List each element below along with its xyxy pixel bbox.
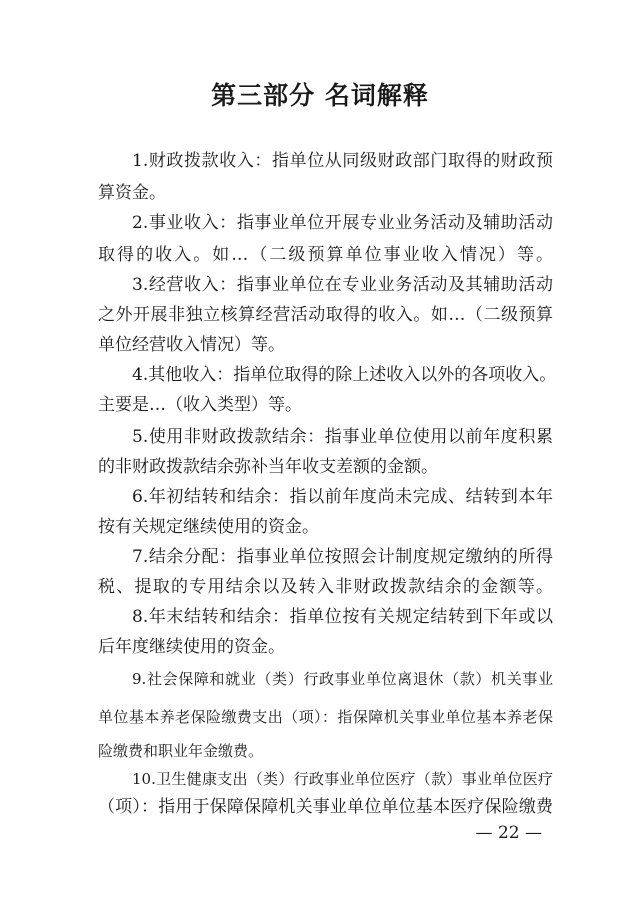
text-line: 7.结余分配：指事业单位按照会计制度规定缴纳的所得 bbox=[132, 547, 553, 567]
text-line: 4.其他收入：指单位取得的除上述收入以外的各项收入。 bbox=[132, 365, 557, 385]
text-line: 5.使用非财政拨款结余：指事业单位使用以前年度积累 bbox=[132, 427, 553, 447]
text-line: 8.年末结转和结余：指单位按有关规定结转到下年或以 bbox=[132, 607, 553, 627]
text-line: （项）：指用于保障保障机关事业单位单位基本医疗保险缴费 bbox=[98, 797, 553, 817]
page-number: — 22 — bbox=[475, 823, 542, 843]
text-line: 2.事业收入：指事业单位开展专业业务活动及辅助活动 bbox=[132, 213, 553, 233]
text-line: 的非财政拨款结余弥补当年收支差额的金额。 bbox=[98, 457, 438, 477]
page-title: 第三部分 名词解释 bbox=[211, 81, 429, 110]
text-line: 6.年初结转和结余：指以前年度尚未完成、结转到本年 bbox=[132, 487, 553, 507]
text-line: 后年度继续使用的资金。 bbox=[98, 637, 285, 657]
text-line: 险缴费和职业年金缴费。 bbox=[98, 742, 264, 760]
text-line: 按有关规定继续使用的资金。 bbox=[98, 517, 319, 537]
text-line: 3.经营收入：指事业单位在专业业务活动及其辅助活动 bbox=[132, 275, 553, 295]
text-line: 税、提取的专用结余以及转入非财政拨款结余的金额等。 bbox=[98, 577, 553, 597]
text-line: 之外开展非独立核算经营活动取得的收入。如…（二级预算 bbox=[98, 305, 553, 325]
text-line: 9.社会保障和就业（类）行政事业单位离退休（款）机关事业 bbox=[132, 670, 553, 688]
text-line: 单位经营收入情况）等。 bbox=[98, 335, 285, 355]
text-line: 10.卫生健康支出（类）行政事业单位医疗（款）事业单位医疗 bbox=[132, 770, 553, 788]
text-line: 单位基本养老保险缴费支出（项）：指保障机关事业单位基本养老保 bbox=[98, 708, 553, 726]
text-line: 主要是…（收入类型）等。 bbox=[98, 395, 302, 415]
text-line: 算资金。 bbox=[98, 183, 166, 203]
text-line: 取得的收入。如…（二级预算单位事业收入情况）等。 bbox=[98, 245, 553, 265]
text-line: 1.财政拨款收入：指单位从同级财政部门取得的财政预 bbox=[132, 151, 553, 171]
